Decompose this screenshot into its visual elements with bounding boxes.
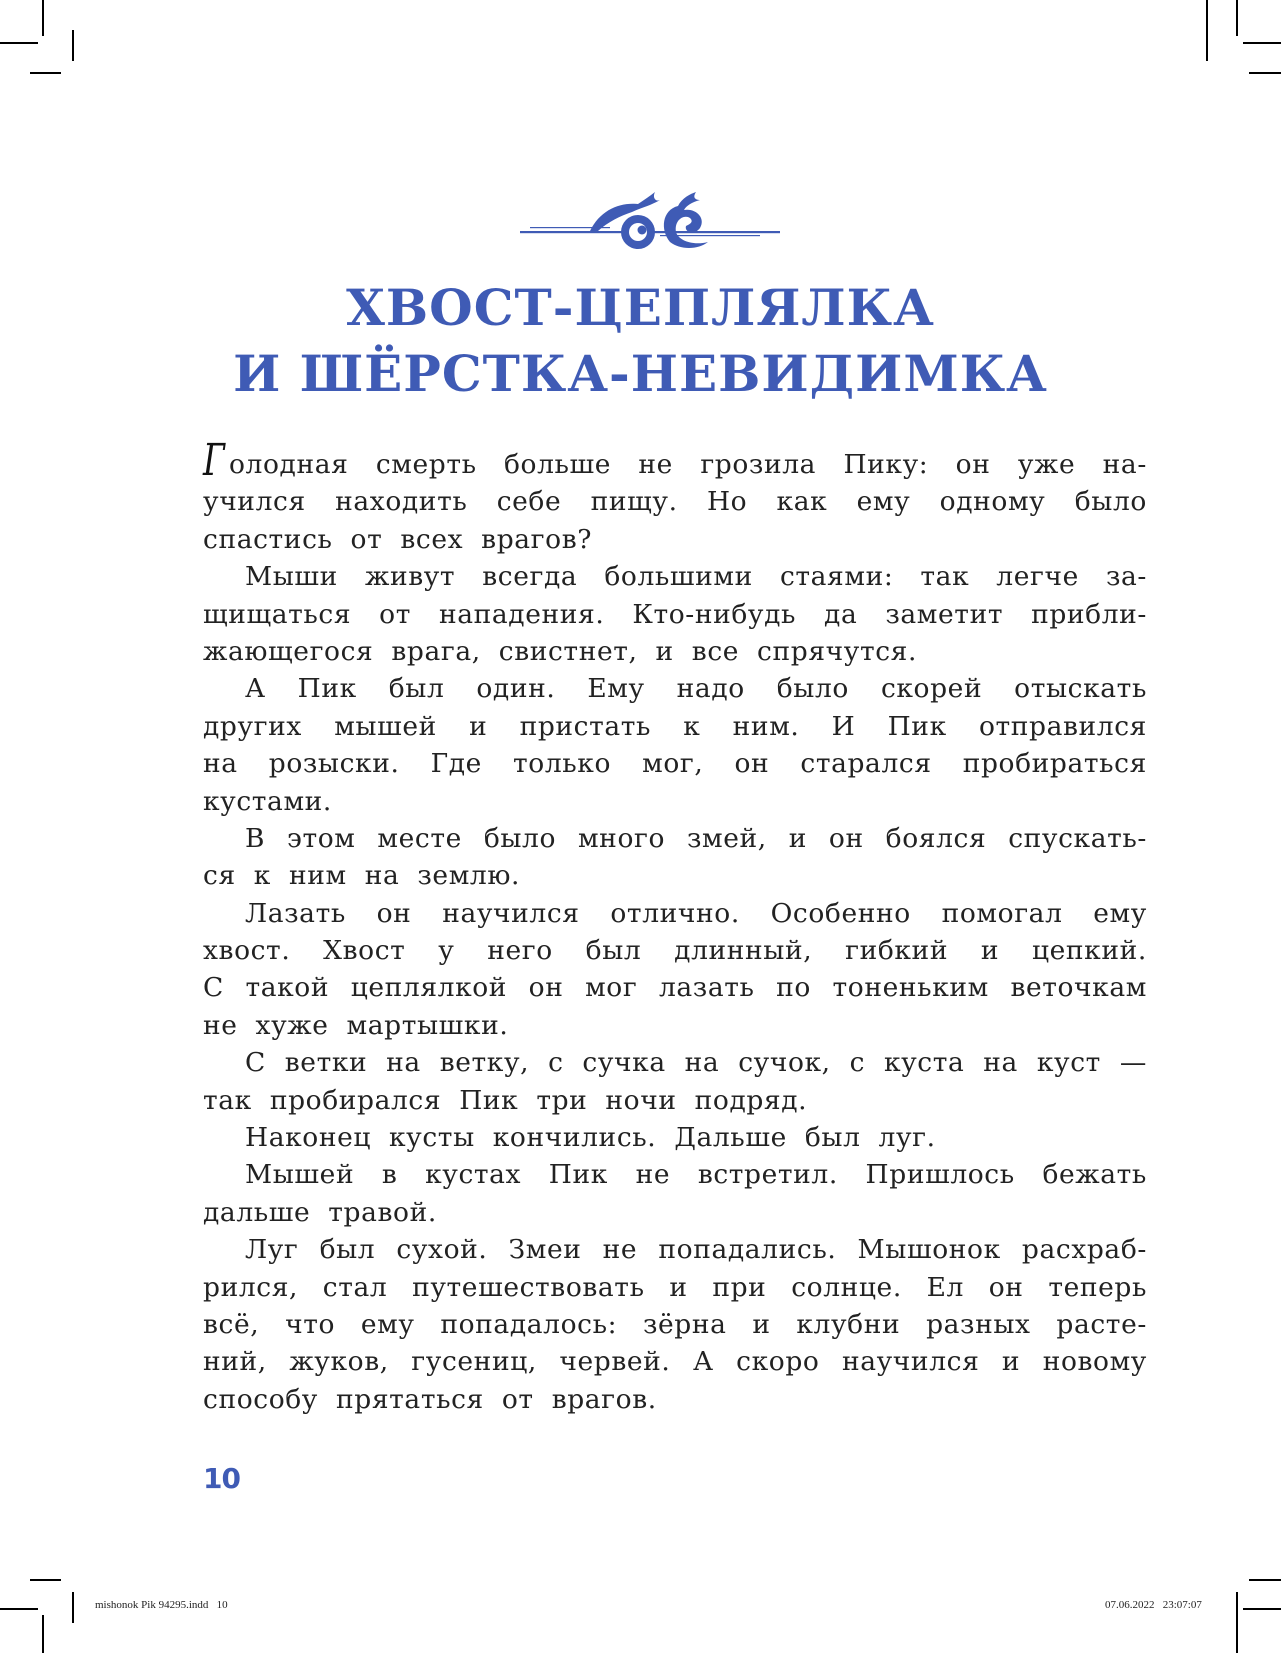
slug-datetime: 07.06.2022 23:07:07 [1105, 1599, 1202, 1611]
text-line: всё, что ему попадалось: зёрна и клубни разных расте- [203, 1308, 1147, 1340]
crop-mark [1206, 0, 1208, 61]
text-line: Мышей в кустах Пик не встретил. Пришлось бежать [245, 1159, 1147, 1191]
text-line: спастись от всех врагов? [203, 523, 593, 555]
crop-mark [1243, 1608, 1281, 1610]
page-number: 10 [203, 1462, 240, 1495]
crop-mark [42, 1615, 44, 1653]
text-line: ся к ним на землю. [203, 860, 521, 892]
crop-mark [42, 0, 44, 36]
text-line: других мышей и пристать к ним. И Пик отправился [203, 710, 1147, 742]
crop-mark [1236, 1592, 1238, 1653]
chapter-title-line-1: ХВОСТ-ЦЕПЛЯЛКА [346, 278, 935, 337]
text-line: дальше травой. [203, 1196, 437, 1228]
text-line: хвост. Хвост у него был длинный, гибкий и цепкий. [203, 935, 1147, 967]
drop-cap: Г [203, 435, 226, 486]
text-line: жающегося врага, свистнет, и все спрячутся. [203, 635, 917, 667]
chapter-body-text [203, 435, 1147, 1418]
slug-filename: mishonok Pik 94295.indd 10 [95, 1599, 228, 1611]
text-line: Наконец кусты кончились. Дальше был луг. [245, 1122, 936, 1154]
crop-mark [1249, 72, 1281, 74]
crop-mark [1236, 0, 1238, 36]
text-line: Г олодная смерть больше не грозила Пику: он уже на- [203, 435, 1147, 486]
crop-mark [0, 42, 38, 44]
decorative-scroll-ornament-icon [520, 180, 780, 260]
crop-mark [1243, 42, 1281, 44]
crop-mark [30, 1579, 61, 1581]
crop-mark [0, 1608, 38, 1610]
text-line: щищаться от нападения. Кто-нибудь да заметит прибли- [203, 598, 1147, 630]
text-line: учился находить себе пищу. Но как ему одному было [203, 486, 1147, 518]
text-line: так пробирался Пик три ночи подряд. [203, 1084, 808, 1116]
text-line: ний, жуков, гусениц, червей. А скоро научился и новому [203, 1346, 1147, 1378]
chapter-title-line-2: И ШЁРСТКА-НЕВИДИМКА [233, 344, 1048, 403]
text-line: Луг был сухой. Змеи не попадались. Мышонок расхраб- [245, 1234, 1147, 1266]
text-line: Мыши живут всегда большими стаями: так легче за- [245, 561, 1147, 593]
crop-mark [72, 1592, 74, 1623]
text-line: А Пик был один. Ему надо было скорей отыскать [245, 673, 1147, 705]
crop-mark [1249, 1579, 1281, 1581]
text-line: не хуже мартышки. [203, 1009, 509, 1041]
text-line: С ветки на ветку, с сучка на сучок, с куста на куст — [245, 1047, 1147, 1079]
text-line: Лазать он научился отлично. Особенно помогал ему [245, 897, 1147, 929]
text-line: В этом месте было много змей, и он боялся спускать- [245, 822, 1147, 854]
crop-mark [30, 72, 61, 74]
text-line: способу прятаться от врагов. [203, 1383, 657, 1415]
text-line: кустами. [203, 785, 332, 817]
crop-mark [72, 30, 74, 61]
text-line: С такой цеплялкой он мог лазать по тоненьким веточкам [203, 972, 1147, 1004]
text-line: рился, стал путешествовать и при солнце. Ел он теперь [203, 1271, 1147, 1303]
text-line: на розыски. Где только мог, он старался пробираться [203, 748, 1147, 780]
